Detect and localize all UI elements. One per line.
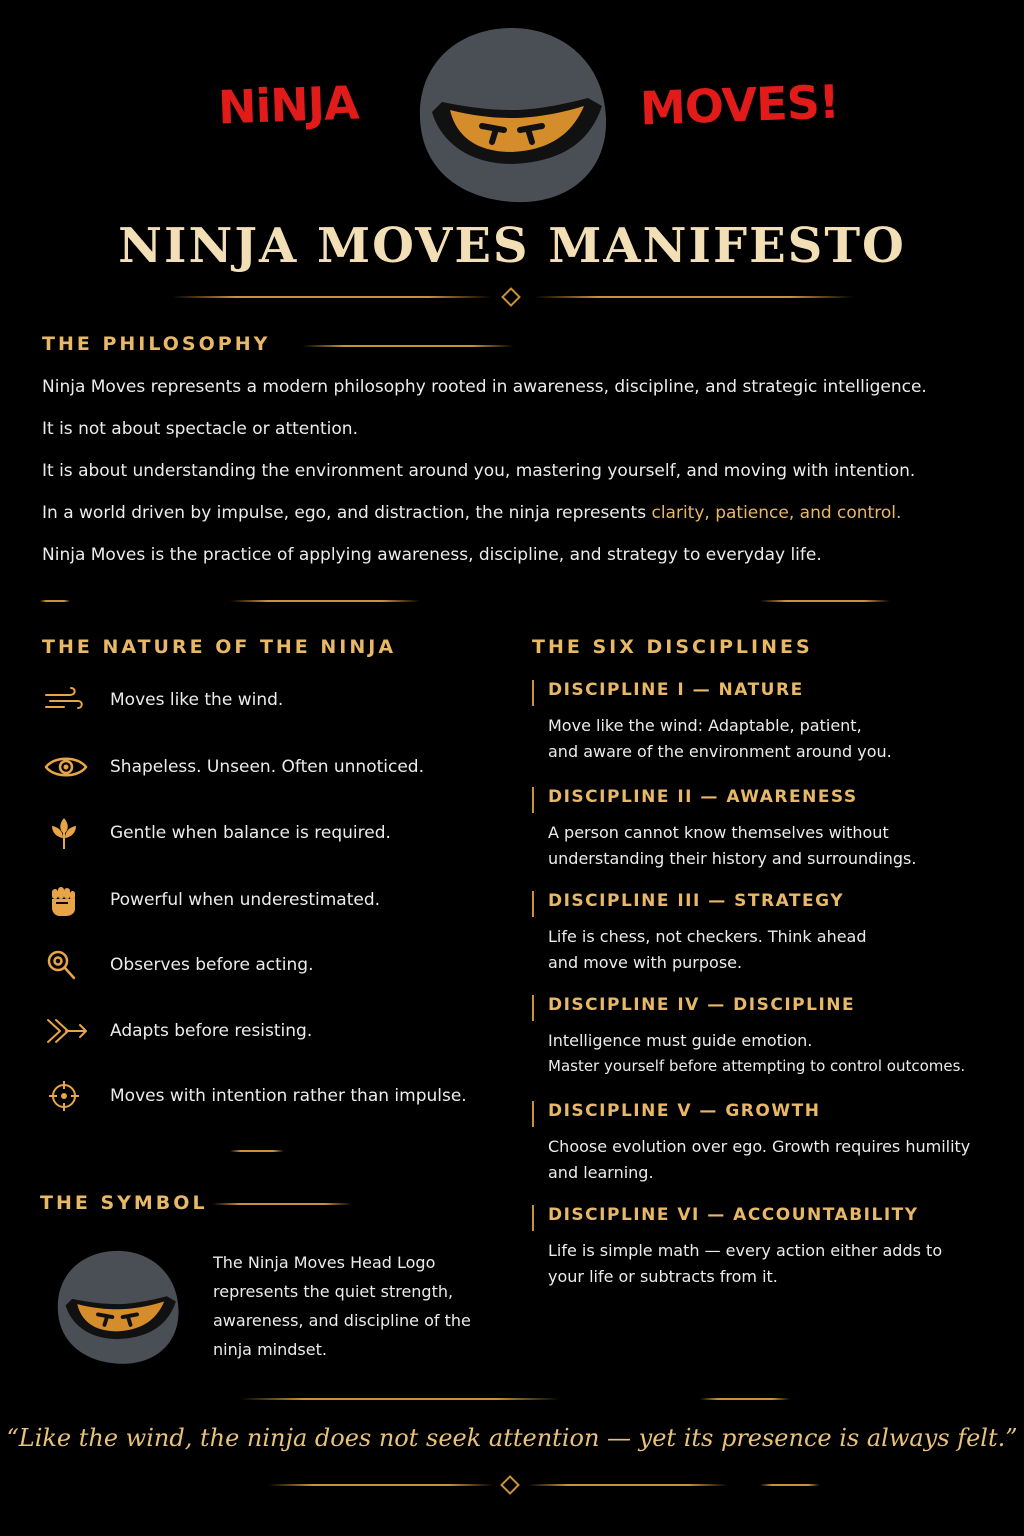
divider-right <box>534 296 854 298</box>
nature-heading: THE NATURE OF THE NINJA <box>42 636 397 658</box>
discipline-text: and move with purpose. <box>548 953 743 972</box>
symbol-text-line: ninja mindset. <box>213 1340 327 1359</box>
philosophy-heading-rule <box>302 345 514 347</box>
brand-word-left: NiNJA <box>217 75 360 135</box>
philosophy-paragraph-5: Ninja Moves is the practice of applying awareness, discipline, and strategy to everyday life. <box>42 545 822 565</box>
footer-rule-top-right <box>700 1398 790 1400</box>
closing-quote: “Like the wind, the ninja does not seek attention — yet its presence is always felt.” <box>6 1424 1018 1452</box>
nature-item-text: Observes before acting. <box>110 955 314 975</box>
discipline-text: Life is simple math — every action either adds to <box>548 1241 943 1260</box>
nature-item-text: Powerful when underestimated. <box>110 890 381 910</box>
fist-icon <box>44 883 88 917</box>
discipline-marker <box>532 891 534 917</box>
footer-rule-far-right <box>760 1484 820 1486</box>
discipline-text: understanding their history and surroundings. <box>548 849 917 868</box>
divider-left <box>172 296 492 298</box>
discipline-text: your life or subtracts from it. <box>548 1267 778 1286</box>
symbol-heading: THE SYMBOL <box>40 1192 208 1214</box>
philosophy-paragraph-2: It is not about spectacle or attention. <box>42 419 358 439</box>
separator-b <box>230 600 420 602</box>
discipline-title: DISCIPLINE II — AWARENESS <box>548 787 858 807</box>
wind-icon <box>44 683 88 717</box>
discipline-title: DISCIPLINE V — GROWTH <box>548 1101 821 1121</box>
footer-diamond <box>500 1475 520 1495</box>
discipline-text: Intelligence must guide emotion. <box>548 1031 813 1050</box>
disciplines-heading: THE SIX DISCIPLINES <box>532 636 813 658</box>
nature-item <box>44 680 283 720</box>
brand-word-right: MOVES! <box>639 74 840 136</box>
arrows-icon <box>44 1014 88 1048</box>
discipline-text: and aware of the environment around you. <box>548 742 892 761</box>
discipline-marker <box>532 680 534 706</box>
separator-d <box>230 1150 284 1152</box>
philosophy-paragraph-4 <box>42 503 901 523</box>
philosophy-paragraph-4-lead: In a world driven by impulse, ego, and distraction, the ninja represents <box>42 503 652 523</box>
philosophy-highlight: clarity, patience, and control. <box>651 503 902 523</box>
footer-rule-right <box>528 1484 728 1486</box>
nature-item <box>44 1011 312 1051</box>
nature-item-text: Gentle when balance is required. <box>110 823 391 843</box>
discipline-marker <box>532 1101 534 1127</box>
nature-item-text: Moves with intention rather than impulse. <box>110 1086 467 1106</box>
symbol-text-line: represents the quiet strength, <box>213 1282 454 1301</box>
symbol-heading-rule <box>212 1203 352 1205</box>
discipline-marker <box>532 1205 534 1231</box>
leaf-icon <box>44 816 88 850</box>
nature-item-text: Shapeless. Unseen. Often unnoticed. <box>110 757 424 777</box>
discipline-text: Master yourself before attempting to control outcomes. <box>548 1057 966 1075</box>
ninja-head-logo <box>412 22 612 207</box>
nature-item <box>44 880 380 920</box>
footer-rule-left <box>268 1484 494 1486</box>
page-title: NINJA MOVES MANIFESTO <box>118 218 906 274</box>
nature-item <box>44 945 314 985</box>
symbol-text-line: awareness, and discipline of the <box>213 1311 471 1330</box>
discipline-title: DISCIPLINE III — STRATEGY <box>548 891 845 911</box>
discipline-text: Choose evolution over ego. Growth requires humility <box>548 1137 971 1156</box>
ninja-head-logo-small <box>50 1247 185 1367</box>
target-icon <box>44 1079 88 1113</box>
divider-diamond <box>501 287 521 307</box>
symbol-text-line: The Ninja Moves Head Logo <box>213 1253 436 1272</box>
nature-item <box>44 813 391 853</box>
nature-item <box>44 747 424 787</box>
eye-icon <box>44 750 88 784</box>
nature-item <box>44 1076 467 1116</box>
philosophy-heading: THE PHILOSOPHY <box>42 333 271 355</box>
philosophy-paragraph-3: It is about understanding the environment around you, mastering yourself, and moving with intention. <box>42 461 916 481</box>
discipline-title: DISCIPLINE IV — DISCIPLINE <box>548 995 856 1015</box>
discipline-title: DISCIPLINE VI — ACCOUNTABILITY <box>548 1205 919 1225</box>
discipline-text: A person cannot know themselves without <box>548 823 889 842</box>
discipline-title: DISCIPLINE I — NATURE <box>548 680 804 700</box>
discipline-marker <box>532 995 534 1021</box>
footer-rule-top-left <box>240 1398 560 1400</box>
nature-item-text: Moves like the wind. <box>110 690 284 710</box>
philosophy-paragraph-1: Ninja Moves represents a modern philosophy rooted in awareness, discipline, and strategic intelligence. <box>42 377 927 397</box>
nature-item-text: Adapts before resisting. <box>110 1021 313 1041</box>
discipline-text: Move like the wind: Adaptable, patient, <box>548 716 862 735</box>
discipline-marker <box>532 787 534 813</box>
separator-c <box>760 600 890 602</box>
discipline-text: and learning. <box>548 1163 654 1182</box>
magnifier-icon <box>44 948 88 982</box>
discipline-text: Life is chess, not checkers. Think ahead <box>548 927 867 946</box>
separator-a <box>40 600 70 602</box>
